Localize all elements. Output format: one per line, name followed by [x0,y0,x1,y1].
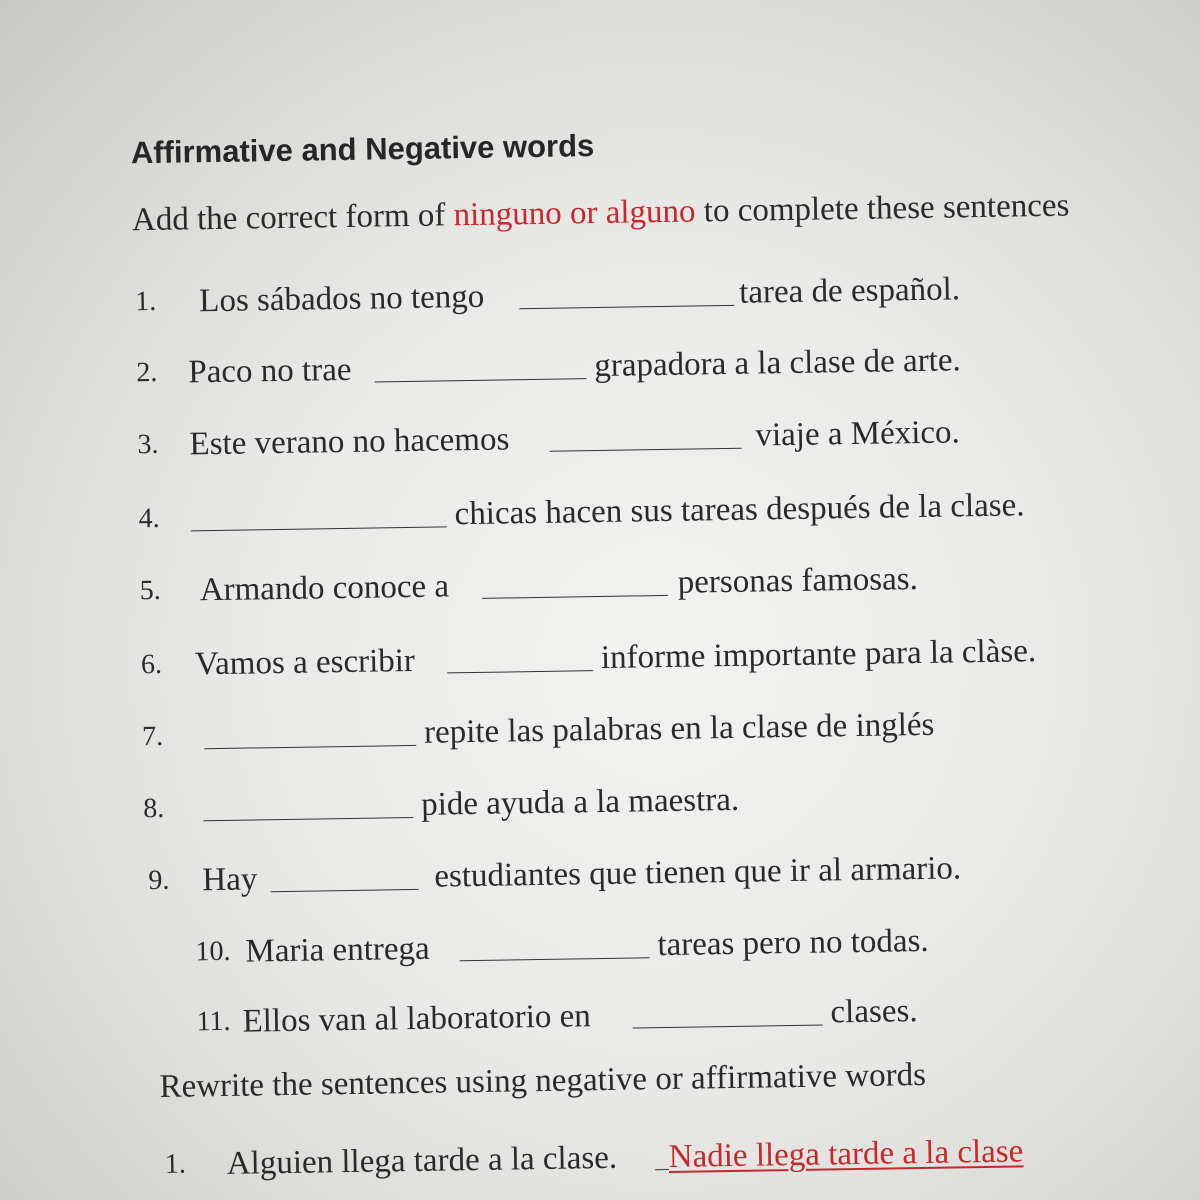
item-text-after: clases. [830,993,918,1031]
instruction-after: to complete these sentences [695,187,1070,230]
rewrite-item-1 [165,1129,1166,1185]
exercise-item-4 [138,484,1139,540]
item-text-after: repite las palabras en la clase de inglés [423,706,935,751]
worksheet-title: Affirmative and Negative words [130,128,595,171]
item-number: 3. [137,428,159,461]
item-text-after: estudiantes que tienen que ir al armario. [434,850,962,895]
exercise-item-6 [141,630,1142,686]
item-number: 6. [140,648,163,681]
item-text-after: chicas hacen sus tareas después de la clase. [454,487,1025,533]
item-text-before: Hay [202,861,258,899]
item-text-before: Armando conoce a [199,568,450,609]
item-text-after: viaje a México. [755,414,961,454]
item-number: 5. [139,574,162,607]
rewrite-answer[interactable]: Nadie llega tarde a la clase [668,1133,1024,1175]
answer-blank[interactable] [271,889,419,892]
item-number: 11. [196,1005,231,1038]
exercise-item-8 [143,773,1144,829]
item-number: 1. [135,285,157,318]
item-number: 2. [136,356,158,389]
answer-blank[interactable] [203,817,413,821]
instruction-before: Add the correct form of [131,197,454,239]
item-text-before: Ellos van al laboratorio en [242,998,592,1040]
item-text-after: grapadora a la clase de arte. [594,342,961,385]
answer-blank[interactable] [550,448,742,452]
exercise-item-10 [195,917,1156,972]
item-number: 8. [142,792,165,825]
rewrite-instruction: Rewrite the sentences using negative or affirmative words [159,1056,927,1105]
item-text-before: Paco no trae [188,351,352,391]
rewrite-sentence: Alguien llega tarde a la clase. [226,1139,618,1182]
exercise-item-2 [136,338,1137,394]
item-text-before: Maria entrega [245,930,430,970]
answer-blank[interactable] [460,957,650,961]
item-number: 10. [195,935,231,968]
answer-blank[interactable] [447,670,593,673]
answer-blank[interactable] [655,1169,669,1170]
exercise-item-9 [148,845,1149,901]
exercise-item-1 [135,267,1136,323]
answer-blank[interactable] [375,378,587,382]
item-text-after: personas famosas. [677,561,919,601]
exercise-item-11 [196,987,1157,1042]
answer-blank[interactable] [204,745,416,749]
item-text-before: Los sábados no tengo [198,278,485,320]
answer-blank[interactable] [519,305,734,309]
instruction-highlight: ninguno or alguno [453,193,696,234]
answer-blank[interactable] [633,1025,823,1029]
exercise-item-7 [142,702,1143,758]
item-text-after: pide ayuda a la maestra. [420,781,740,823]
answer-blank[interactable] [191,526,447,531]
item-text-after: tarea de español. [738,271,961,311]
exercise-item-3 [137,410,1138,466]
item-text-after: informe importante para la clàse. [600,633,1037,676]
item-number: 7. [141,720,164,753]
item-text-before: Este verano no hacemos [189,421,510,463]
item-number: 9. [148,864,170,897]
exercise-item-5 [139,556,1140,612]
item-number: 1. [164,1148,187,1180]
item-text-after: tareas pero no todas. [657,922,929,964]
answer-blank[interactable] [482,595,668,599]
item-number: 4. [138,502,160,535]
instruction-text [132,188,1070,240]
item-text-before: Vamos a escribir [194,642,416,683]
